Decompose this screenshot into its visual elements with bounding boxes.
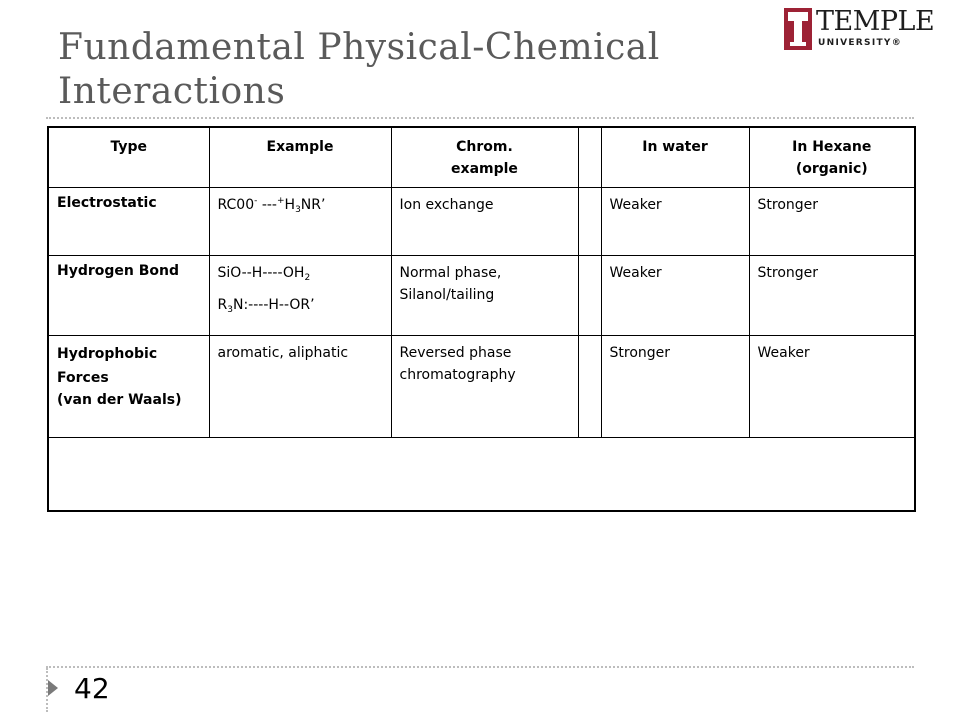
header-in-hexane — [749, 127, 915, 187]
triangle-bullet-icon — [48, 680, 58, 696]
table-row-electrostatic — [48, 187, 915, 255]
chrom-line: chromatography — [399, 366, 516, 383]
interactions-table — [47, 126, 916, 512]
cell-type-hydrogen-bond: Hydrogen Bond — [48, 255, 209, 335]
table-row-hydrophobic — [48, 335, 915, 437]
header-hexane-line2: (organic) — [795, 161, 868, 177]
cell-water-electrostatic: Weaker — [601, 187, 749, 255]
cell-example-hydrogen-bond — [209, 255, 391, 335]
type-line: Forces — [57, 369, 109, 386]
logo-wordmark: TEMPLE — [816, 6, 935, 37]
header-chrom-line1: Chrom. — [456, 139, 513, 155]
cell-chrom-electrostatic: Ion exchange — [391, 187, 578, 255]
spacer — [218, 284, 383, 294]
formula-part: H — [284, 196, 296, 213]
chrom-line: Normal phase, — [399, 264, 502, 281]
page-number: 42 — [74, 672, 110, 705]
slide-title-line1: Fundamental Physical-Chemical — [58, 27, 660, 68]
chrom-line: Silanol/tailing — [399, 286, 495, 303]
cell-blank — [578, 187, 601, 255]
header-chrom-line2: example — [451, 161, 518, 177]
cell-type-hydrophobic — [48, 335, 209, 437]
header-type: Type — [48, 127, 209, 187]
table-row-hydrogen-bond — [48, 255, 915, 335]
formula-part: SiO--H----OH — [217, 264, 305, 281]
formula-line — [218, 262, 383, 284]
header-in-water: In water — [601, 127, 749, 187]
formula-part: R — [217, 296, 228, 313]
formula-superscript: + — [276, 195, 285, 206]
table-row-empty — [48, 437, 915, 511]
slide-title — [58, 26, 758, 114]
cell-water-hydrogen-bond: Weaker — [601, 255, 749, 335]
formula-part: RC00 — [217, 196, 255, 213]
cell-hexane-hydrophobic: Weaker — [749, 335, 915, 437]
formula-subscript: 2 — [304, 272, 311, 283]
cell-chrom-hydrophobic — [391, 335, 578, 437]
cell-blank — [578, 335, 601, 437]
cell-chrom-hydrogen-bond — [391, 255, 578, 335]
table-header-row — [48, 127, 915, 187]
type-line: (van der Waals) — [57, 391, 182, 408]
formula-subscript: 3 — [295, 204, 301, 215]
cell-example-hydrophobic: aromatic, aliphatic — [209, 335, 391, 437]
cell-example-electrostatic — [209, 187, 391, 255]
title-divider — [46, 117, 914, 119]
cell-hexane-electrostatic: Stronger — [749, 187, 915, 255]
header-chrom-example — [391, 127, 578, 187]
formula-part: NR’ — [300, 196, 326, 213]
formula-superscript: - — [254, 195, 258, 206]
logo-subtitle: UNIVERSITY® — [818, 38, 903, 48]
chrom-line: Reversed phase — [399, 344, 512, 361]
cell-blank — [578, 255, 601, 335]
formula-part: N:----H--OR’ — [232, 296, 315, 313]
footer-divider — [46, 666, 914, 668]
cell-type-electrostatic: Electrostatic — [48, 187, 209, 255]
header-example: Example — [209, 127, 391, 187]
formula-part: --- — [257, 196, 277, 213]
formula-subscript: 3 — [227, 304, 233, 315]
cell-water-hydrophobic: Stronger — [601, 335, 749, 437]
header-hexane-line1: In Hexane — [792, 139, 872, 155]
formula-line — [218, 294, 383, 316]
slide-title-line2: Interactions — [58, 71, 286, 112]
header-blank — [578, 127, 601, 187]
type-line: Hydrophobic — [57, 345, 158, 362]
cell-empty — [48, 437, 915, 511]
cell-hexane-hydrogen-bond: Stronger — [749, 255, 915, 335]
